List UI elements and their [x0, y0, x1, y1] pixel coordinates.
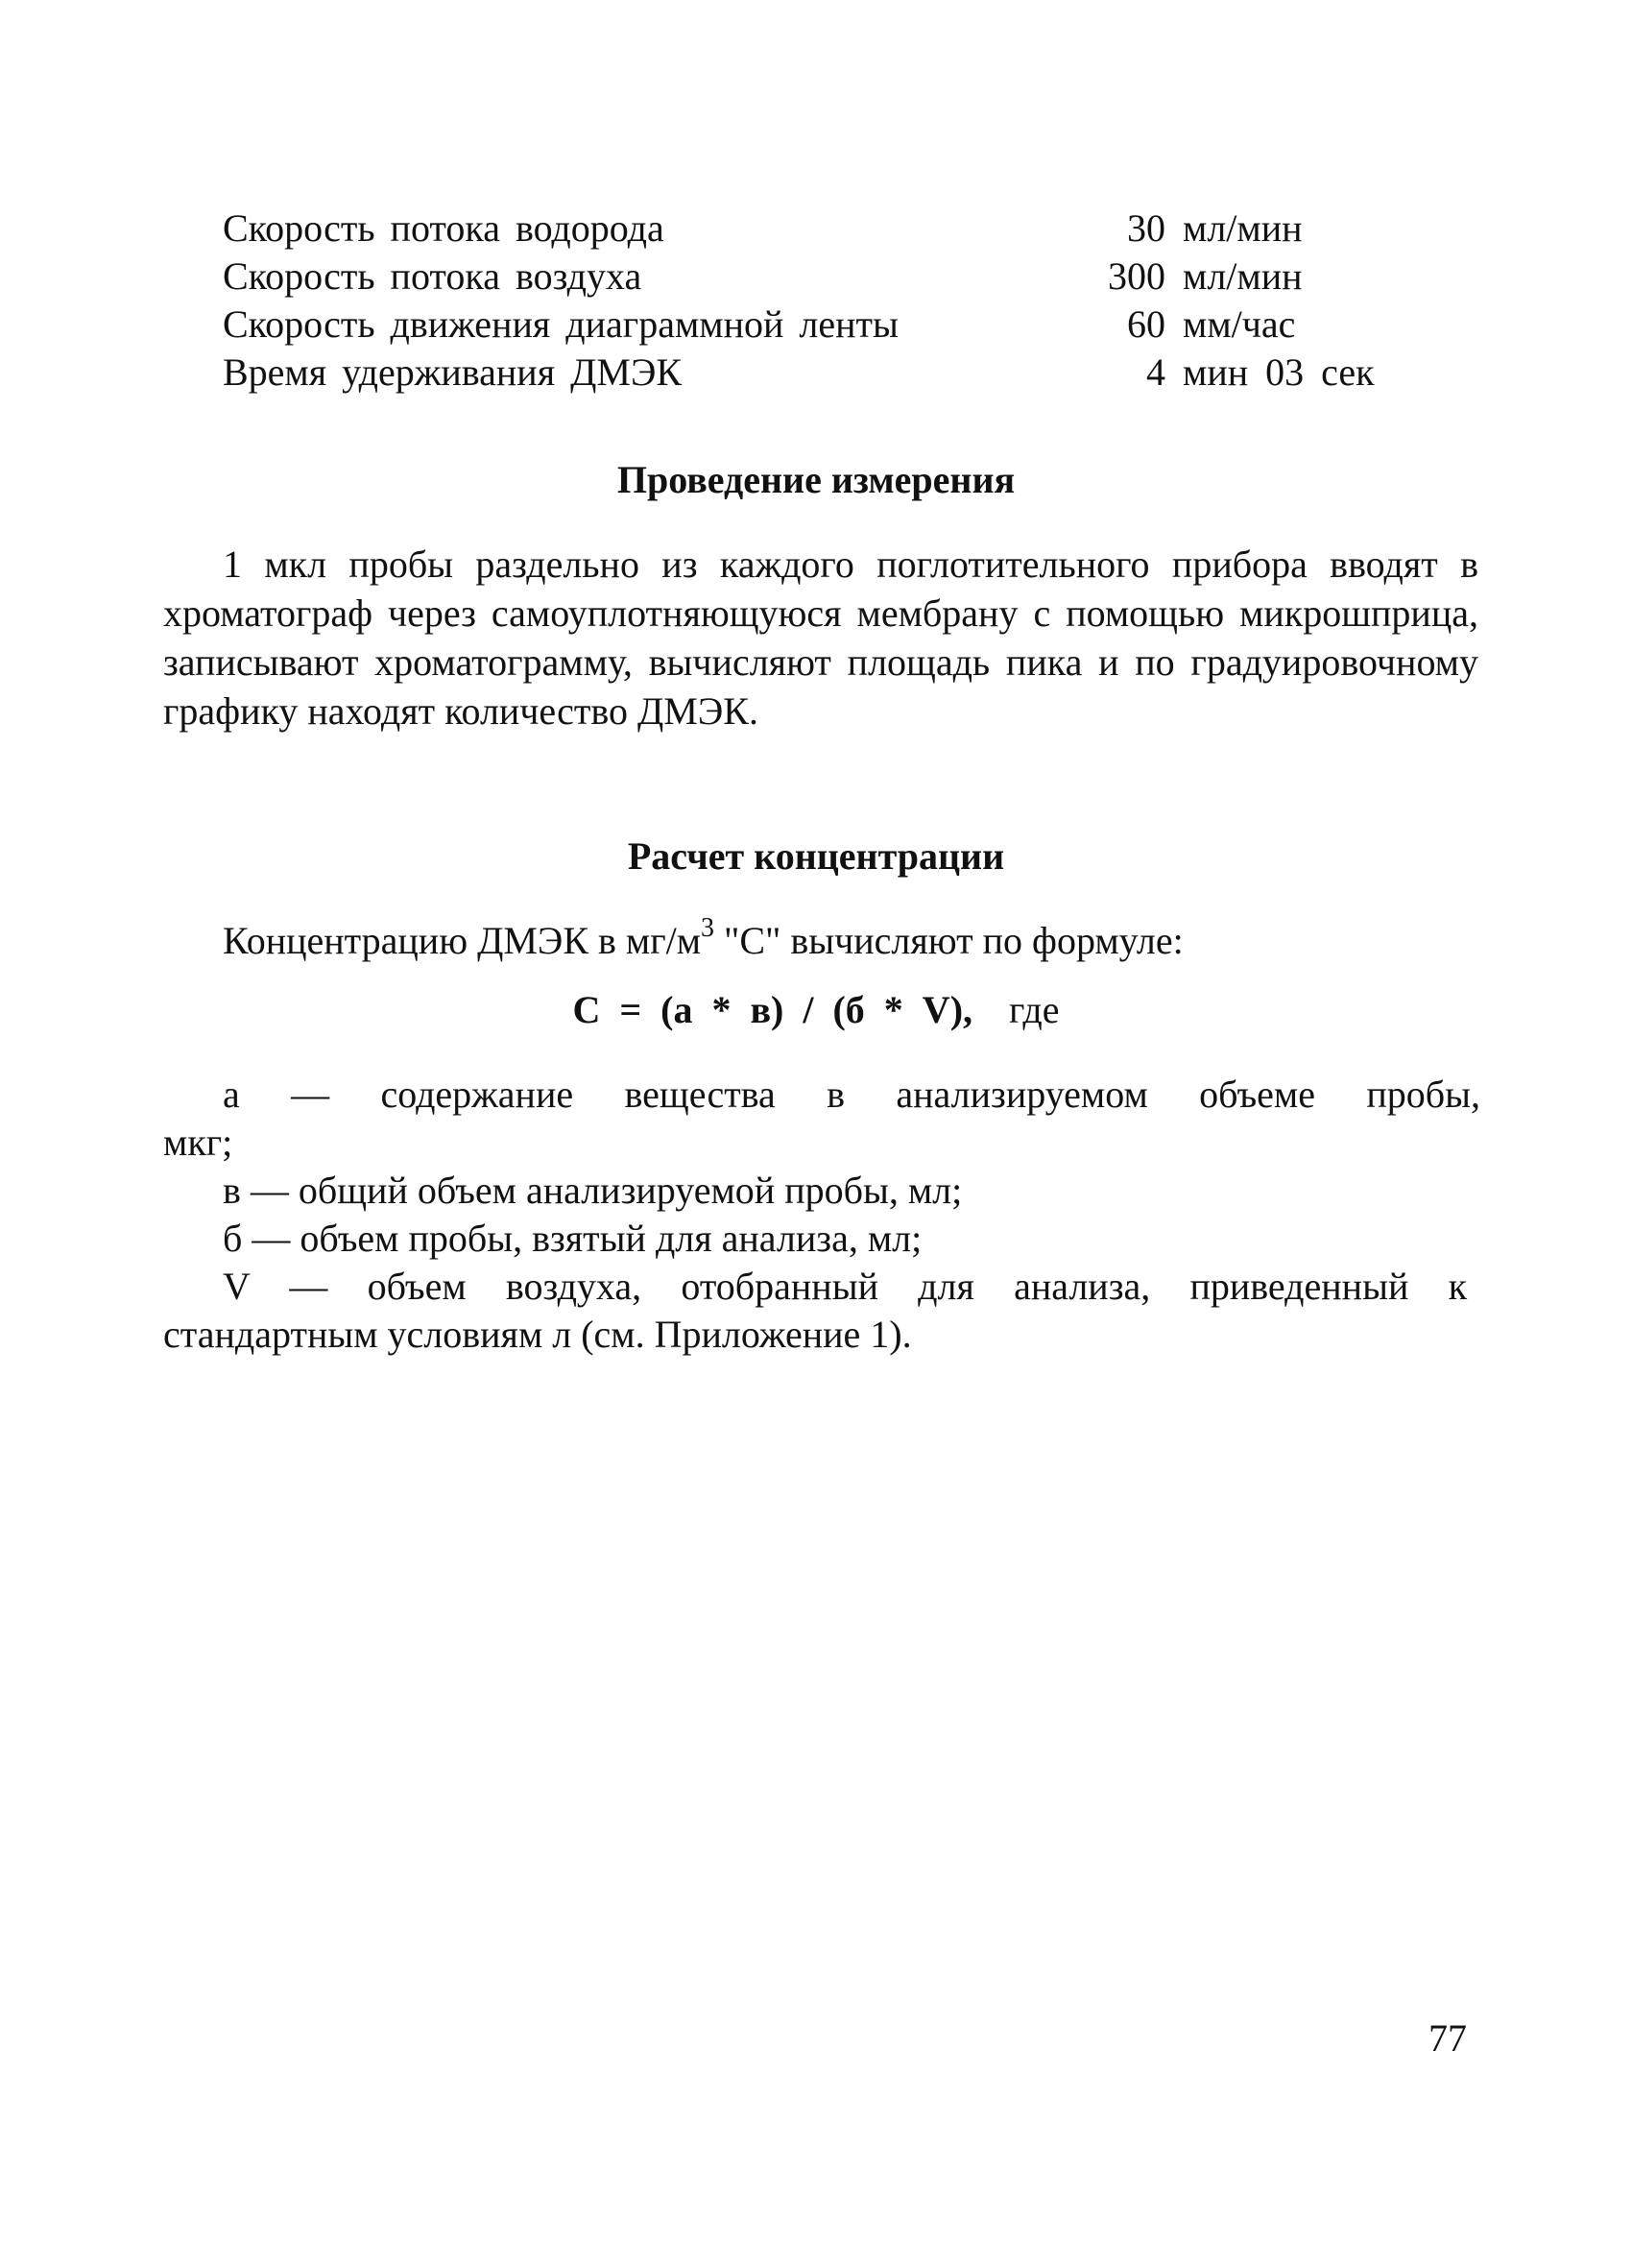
param-unit: мл/мин	[1183, 254, 1303, 298]
param-row	[223, 350, 1432, 401]
param-label: Скорость движения диаграммной ленты	[223, 302, 899, 346]
intro-text: Концентрацию ДМЭК в мг/м	[223, 919, 702, 962]
definition-b: б — объем пробы, взятый для анализа, мл;	[223, 1217, 923, 1260]
definition-v: в — общий объем анализируемой пробы, мл;	[223, 1169, 963, 1212]
definition-volume: V — объем воздуха, отобранный для анализа, приведенный к	[223, 1265, 1467, 1308]
param-unit: мл/мин	[1183, 206, 1303, 250]
param-unit: мм/час	[1183, 302, 1296, 346]
param-value: 4	[1146, 350, 1165, 394]
intro-text-end: "С" вычисляют по формуле:	[714, 919, 1184, 962]
param-label: Скорость потока водорода	[223, 206, 664, 250]
measurement-paragraph: 1 мкл пробы раздельно из каждого поглотительного прибора вводят в хроматограф через самоуплотняющуюся мембрану с помощью микрошприца, записывают хроматограмму, вычисляют площадь пика и по градуировочному графику находят количество ДМЭК.	[163, 543, 1478, 733]
calculation-intro	[223, 913, 1184, 962]
definition-volume-continued: стандартным условиям л (см. Приложение 1).	[163, 1313, 912, 1356]
param-value: 300	[1108, 254, 1165, 298]
calculation-heading: Расчет концентрации	[627, 834, 1005, 878]
power-superscript: 3	[701, 913, 715, 943]
chromatography-parameters	[223, 206, 1432, 401]
formula-expression: С = (а * в) / (б * V),	[572, 988, 973, 1031]
param-row	[223, 254, 1432, 305]
page-number: 77	[1428, 2016, 1467, 2060]
param-value: 30	[1127, 206, 1165, 250]
param-label: Время удерживания ДМЭК	[223, 350, 683, 394]
formula-suffix: где	[1009, 988, 1060, 1031]
param-label: Скорость потока воздуха	[223, 254, 642, 298]
formula	[0, 988, 1632, 1031]
measurement-heading: Проведение измерения	[616, 458, 1016, 501]
definition-a-continued: мкг;	[163, 1121, 233, 1164]
param-unit: мин 03 сек	[1183, 350, 1375, 394]
param-row	[223, 302, 1432, 353]
param-value: 60	[1127, 302, 1165, 346]
definition-a: а — содержание вещества в анализируемом объеме пробы,	[223, 1073, 1480, 1116]
param-row	[223, 206, 1432, 257]
